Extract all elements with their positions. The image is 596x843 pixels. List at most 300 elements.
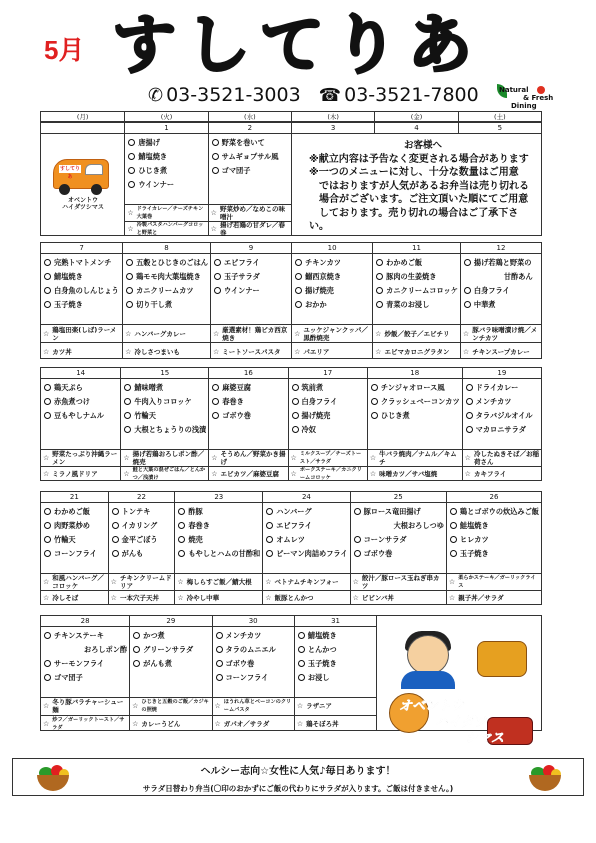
special-menu <box>295 697 376 715</box>
menu-item-label: 肉野菜炒め <box>54 521 90 530</box>
menu-item <box>450 519 539 533</box>
menu-item-label: ひじき煮 <box>138 166 168 175</box>
special-menu <box>41 324 122 342</box>
logo-line2: & Fresh <box>523 94 554 102</box>
day-number: 10 <box>292 243 372 254</box>
menu-item <box>216 657 292 671</box>
salad-circle-icon <box>214 259 221 266</box>
menu-item <box>212 395 285 409</box>
salad-circle-icon <box>178 550 185 557</box>
special-menu <box>373 324 460 342</box>
menu-item <box>371 395 460 409</box>
salad-circle-icon <box>371 384 378 391</box>
salad-circle-icon <box>44 273 51 280</box>
day-number: 23 <box>175 492 262 503</box>
menu-item <box>295 284 370 298</box>
special-menu-label: 揚げ若鶏の甘ダレ／春巻 <box>219 221 285 238</box>
star-icon: ☆ <box>125 329 132 338</box>
menu-item-label: 鯖塩焼き <box>54 272 83 281</box>
star-icon: ☆ <box>127 225 134 234</box>
special-menu-label: チキンスープカレー <box>472 347 530 356</box>
salad-circle-icon <box>298 660 305 667</box>
salad-circle-icon <box>128 167 135 174</box>
menu-item-label: カニクリームカツ <box>136 286 194 295</box>
van-caption: オベントウ ハイダツシマス <box>62 197 104 211</box>
menu-item-label: サーモンフライ <box>54 659 105 668</box>
delivery-van-illustration <box>51 155 113 211</box>
menu-item <box>298 657 374 671</box>
menu-item <box>466 381 539 395</box>
weekday-label: (金) <box>374 112 457 122</box>
bento-illustration: オベントウ ハイダツ シマス <box>377 631 542 749</box>
menu-item <box>44 533 106 547</box>
day-number: 22 <box>109 492 175 503</box>
special-menu <box>368 466 462 483</box>
salad-circle-icon <box>44 660 51 667</box>
special-menu-label: ラザニア <box>306 702 332 711</box>
menu-item <box>44 671 127 685</box>
week-row <box>40 491 542 605</box>
salad-circle-icon <box>376 301 383 308</box>
day-cell <box>124 123 207 235</box>
special-menu <box>123 324 210 342</box>
salad-circle-icon <box>292 412 299 419</box>
special-menu <box>125 204 207 221</box>
menu-item <box>466 423 539 437</box>
menu-item <box>124 395 206 409</box>
menu-item-label: マカロニサラダ <box>475 425 526 434</box>
special-menu <box>41 342 122 360</box>
menu-item-label: 完熟トマトメンチ <box>54 258 112 267</box>
salad-circle-icon <box>466 426 473 433</box>
menu-item-label: 春巻き <box>188 521 210 530</box>
weekday-label: (木) <box>291 112 374 122</box>
menu-item <box>464 270 539 284</box>
special-menu <box>209 449 287 466</box>
day-number: 15 <box>121 368 208 379</box>
menu-item-label: 大根とちょうりの浅漬 <box>134 425 207 434</box>
menu-item-label: ゴボウ巻 <box>363 549 393 558</box>
menu-item <box>295 298 370 312</box>
special-menu-label: 厳選素材！鶏ピカ西京焼き <box>222 325 288 342</box>
special-menu-label: ミートソースパスタ <box>222 347 281 356</box>
salad-circle-icon <box>450 522 457 529</box>
special-menu <box>175 573 262 590</box>
special-menu-label: 鮭と大葉の混ぜごはん／とんかつ／浅漬け <box>132 467 206 482</box>
star-icon: ☆ <box>123 453 130 462</box>
salad-circle-icon <box>212 153 219 160</box>
menu-item <box>466 395 539 409</box>
phone-icon: ✆ <box>148 84 164 106</box>
special-menu-label: 野菜炒め／なめこの味噌汁 <box>219 204 285 221</box>
star-icon: ☆ <box>212 347 220 356</box>
tomato-icon <box>537 86 545 94</box>
menu-item <box>464 256 539 270</box>
special-menu <box>175 590 262 607</box>
notice-line: しております。売り切れの場合はご了承下さい。 <box>309 207 519 232</box>
star-icon: ☆ <box>294 347 301 356</box>
phone-number: 03-3521-3003 <box>166 84 301 106</box>
star-icon: ☆ <box>375 347 382 356</box>
special-menu-label: カツ丼 <box>52 347 72 356</box>
notice-line: ではおりますが人気があるお弁当は売り切れる <box>309 180 529 192</box>
special-menu-label: 飯豚とんかつ <box>274 594 314 603</box>
special-menu-label: 冷製パスタハンバーグコロッと野菜と <box>136 222 204 237</box>
special-menu <box>41 449 120 466</box>
menu-item <box>112 505 173 519</box>
salad-circle-icon <box>292 384 299 391</box>
notice-heading: お客様へ <box>403 140 442 151</box>
star-icon: ☆ <box>212 329 220 338</box>
star-icon: ☆ <box>214 719 221 728</box>
menu-item-label: ウインナー <box>223 286 260 295</box>
day-cell <box>460 243 541 358</box>
menu-item-label: お浸し <box>307 673 330 682</box>
special-menu <box>123 342 210 360</box>
day-cell <box>120 368 208 480</box>
special-menu-label: ベトナムチキンフォー <box>274 577 339 586</box>
menu-item-label: 鰯西京焼き <box>305 272 342 281</box>
menu-item-label: 玉子焼き <box>54 300 83 309</box>
notice-line: ※献立内容は予告なく変更される場合があります <box>309 153 529 165</box>
menu-item-label: 揚げ焼売 <box>301 411 331 420</box>
month-label: 5月 <box>44 35 85 65</box>
special-menu <box>292 342 372 360</box>
menu-item-label: メンチカツ <box>225 631 262 640</box>
menu-item-label: サムギョプサル風 <box>221 152 279 161</box>
special-menu <box>463 449 541 466</box>
menu-item-label: エビフライ <box>276 521 312 530</box>
menu-item <box>266 547 347 561</box>
salad-circle-icon <box>295 273 302 280</box>
menu-item-label: カニクリームコロッケ <box>386 286 458 295</box>
menu-item <box>126 256 208 270</box>
week-row <box>40 367 542 481</box>
menu-item-label: 麻婆豆腐 <box>222 383 251 392</box>
salad-circle-icon <box>44 287 51 294</box>
menu-item <box>354 533 444 547</box>
logo-line3: Dining <box>511 102 537 110</box>
menu-item-label: 切り干し煮 <box>136 300 173 309</box>
day-number: 16 <box>209 368 287 379</box>
menu-item-label: 金平ごぼう <box>121 535 158 544</box>
menu-item-label: チキンステーキ <box>54 631 104 640</box>
day-number: 19 <box>463 368 541 379</box>
menu-item <box>376 298 458 312</box>
special-menu-label: ガパオ／サラダ <box>223 719 270 728</box>
salad-circle-icon <box>354 536 361 543</box>
menu-item-label: 唐揚げ <box>138 138 160 147</box>
star-icon: ☆ <box>448 577 456 586</box>
menu-item-label: ウインナー <box>138 180 175 189</box>
special-menu-label: 炒フ／ガーリックトースト／サラダ <box>52 716 125 731</box>
menu-calendar <box>40 111 542 731</box>
day-number: 28 <box>41 616 129 627</box>
menu-item <box>178 533 260 547</box>
special-menu-label: ミラノ風ドリア <box>52 470 98 479</box>
menu-item <box>212 136 289 150</box>
special-menu-label: 冬り豚バラチャーシュー麺 <box>52 698 124 715</box>
menu-item <box>464 298 539 312</box>
menu-item-label: 鮭塩焼き <box>459 521 489 530</box>
menu-item <box>178 505 260 519</box>
salad-circle-icon <box>371 412 378 419</box>
day-number: 7 <box>41 243 122 254</box>
special-menu <box>463 466 541 483</box>
menu-item-label: コーンフライ <box>225 673 269 682</box>
salad-circle-icon <box>133 632 140 639</box>
special-menu-label: 柔らかステーキ／ガーリックライス <box>458 574 536 589</box>
special-menu <box>209 466 287 483</box>
salad-circle-icon <box>133 660 140 667</box>
menu-item <box>292 423 365 437</box>
menu-item-label: 鯖味噌煮 <box>134 383 164 392</box>
menu-item-label: かつ煮 <box>143 631 165 640</box>
salad-circle-icon <box>292 426 299 433</box>
star-icon: ☆ <box>127 208 134 217</box>
menu-item <box>212 409 285 423</box>
star-icon: ☆ <box>214 702 221 711</box>
special-menu <box>41 573 108 590</box>
special-menu <box>461 342 541 360</box>
salad-notice <box>12 758 584 796</box>
menu-item <box>354 505 444 519</box>
salad-circle-icon <box>298 674 305 681</box>
menu-item-label: タラバジルオイル <box>475 411 533 420</box>
special-menu-label: 餃汁／豚ロース玉ねぎ串カツ <box>361 573 440 590</box>
menu-item-label: 豆もやしナムル <box>54 411 104 420</box>
menu-item <box>376 284 458 298</box>
menu-item <box>44 298 120 312</box>
salad-circle-icon <box>214 273 221 280</box>
menu-item-label: 鶏とゴボウの炊込みご飯 <box>459 507 539 516</box>
menu-item <box>298 671 374 685</box>
star-icon: ☆ <box>132 719 139 728</box>
day-number: 29 <box>130 616 211 627</box>
day-number: 5 <box>458 123 541 134</box>
star-icon: ☆ <box>296 719 304 728</box>
menu-item-label: わかめご飯 <box>54 507 90 516</box>
special-menu-label: ドライカレー／チーズチキン大葉巻 <box>136 205 204 220</box>
special-menu <box>292 324 372 342</box>
salad-circle-icon <box>354 508 361 515</box>
menu-item <box>214 256 289 270</box>
menu-item <box>354 547 444 561</box>
special-menu-label: パエリア <box>303 347 330 356</box>
salad-circle-icon <box>376 273 383 280</box>
menu-item-label: 玉子焼き <box>307 659 337 668</box>
van-sign: すしてりあ <box>59 166 80 180</box>
special-menu <box>41 697 129 715</box>
menu-item-label: クラッシュベーコンカツ <box>380 397 460 406</box>
special-menu <box>130 715 211 733</box>
menu-item-label: とんかつ <box>307 645 337 654</box>
weekday-label: (火) <box>124 112 207 122</box>
menu-item <box>354 519 444 533</box>
special-menu-label: 鶏そぼろ丼 <box>306 719 339 728</box>
day-cell <box>350 492 446 604</box>
menu-item <box>126 270 208 284</box>
logo-line1: Natural <box>499 86 529 94</box>
special-menu <box>351 573 446 590</box>
menu-item-label: ピーマン肉詰めフライ <box>276 549 348 558</box>
salad-circle-icon <box>214 287 221 294</box>
menu-item-label: 五穀とひじきのごはん <box>136 258 208 267</box>
week-row <box>40 122 542 236</box>
salad-circle-icon <box>44 301 51 308</box>
special-menu-label: ビビンバ丼 <box>361 594 394 603</box>
menu-item <box>371 381 460 395</box>
menu-item <box>133 643 209 657</box>
special-menu <box>41 590 108 607</box>
menu-item <box>376 270 458 284</box>
menu-item <box>178 547 260 561</box>
star-icon: ☆ <box>265 594 272 603</box>
fax-icon: ☎ <box>318 84 342 106</box>
star-icon: ☆ <box>462 347 470 356</box>
menu-item <box>292 381 365 395</box>
special-menu-label: 牛バラ焼肉／ナムル／キムチ <box>379 449 457 466</box>
special-menu <box>209 204 291 221</box>
salad-circle-icon <box>44 412 51 419</box>
menu-item <box>44 547 106 561</box>
special-menu-label: ポークステーキ／カニクリームコロッケ <box>299 467 362 482</box>
menu-item <box>112 533 173 547</box>
special-menu-label: ユッケジャンクッパ／黒酢焼売 <box>303 325 368 342</box>
special-menu-label: ミルクスープ／チーズトースト／サラダ <box>299 450 362 465</box>
menu-item-label: がんも <box>121 549 144 558</box>
salad-circle-icon <box>44 398 51 405</box>
salad-circle-icon <box>44 508 51 515</box>
menu-item-label: グリーンサラダ <box>143 645 194 654</box>
special-menu-label: エビカツ／麻婆豆腐 <box>220 470 279 479</box>
salad-circle-icon <box>212 139 219 146</box>
special-menu <box>447 590 541 607</box>
special-menu-label: そうめん／野菜かき揚げ <box>220 449 286 466</box>
menu-item <box>44 395 118 409</box>
special-menu <box>211 324 291 342</box>
salad-circle-icon <box>216 660 223 667</box>
special-menu <box>263 573 349 590</box>
day-cell <box>41 243 122 358</box>
menu-item <box>466 409 539 423</box>
menu-item-label: コーンフライ <box>54 549 97 558</box>
salad-circle-icon <box>128 153 135 160</box>
week-row <box>40 242 542 359</box>
special-menu <box>109 590 175 607</box>
special-menu <box>213 715 294 733</box>
menu-item-label: おろしポン酢 <box>84 645 128 654</box>
menu-item <box>112 547 173 561</box>
menu-item-label: ゴマ団子 <box>221 166 251 175</box>
star-icon: ☆ <box>211 453 218 462</box>
star-icon: ☆ <box>43 329 50 338</box>
contact-row <box>148 84 497 106</box>
star-icon: ☆ <box>43 577 50 586</box>
salad-circle-icon <box>44 522 51 529</box>
menu-item <box>266 519 347 533</box>
salad-circle-icon <box>112 536 119 543</box>
special-menu <box>121 466 208 483</box>
special-menu <box>289 466 367 483</box>
menu-item <box>124 423 206 437</box>
menu-item-label: メンチカツ <box>475 397 512 406</box>
special-menu-label: 味噌カツ／サバ塩焼 <box>379 470 438 479</box>
menu-item <box>44 629 127 643</box>
menu-item-label: 玉子焼き <box>459 549 489 558</box>
special-menu <box>295 715 376 733</box>
special-menu <box>263 590 349 607</box>
star-icon: ☆ <box>462 329 470 338</box>
menu-item-label: ハンバーグ <box>276 507 312 516</box>
salad-circle-icon <box>124 398 131 405</box>
salad-circle-icon <box>216 632 223 639</box>
special-menu-label: 鶏塩田楽(しば)ラーメン <box>52 325 117 342</box>
special-menu-label: ハンバーグカレー <box>134 329 186 338</box>
salad-circle-icon <box>44 674 51 681</box>
day-cell <box>41 368 120 480</box>
menu-item <box>44 270 120 284</box>
day-number: 18 <box>368 368 462 379</box>
menu-item-label: ヒレカツ <box>459 535 489 544</box>
menu-item-label: ゴマ団子 <box>54 673 83 682</box>
menu-item-label: 揚げ若鶏と野菜の <box>473 258 532 267</box>
menu-item <box>128 150 205 164</box>
menu-item <box>133 629 209 643</box>
star-icon: ☆ <box>290 453 297 462</box>
star-icon: ☆ <box>43 594 50 603</box>
salad-circle-icon <box>450 536 457 543</box>
salad-circle-icon <box>112 522 119 529</box>
star-icon: ☆ <box>448 594 456 603</box>
menu-item <box>44 284 120 298</box>
menu-item-label: トンテキ <box>121 507 151 516</box>
salad-circle-icon <box>298 646 305 653</box>
menu-item <box>178 519 260 533</box>
brand-logo <box>497 84 557 110</box>
star-icon: ☆ <box>464 470 471 479</box>
menu-item <box>44 256 120 270</box>
special-menu-label: 和風ハンバーグ／コロッケ <box>52 573 104 590</box>
salad-circle-icon <box>466 412 473 419</box>
salad-circle-icon <box>124 412 131 419</box>
star-icon: ☆ <box>132 702 139 711</box>
menu-item <box>112 519 173 533</box>
menu-item <box>128 136 205 150</box>
menu-item <box>464 284 539 298</box>
day-cell <box>41 492 108 604</box>
salad-circle-icon <box>112 550 119 557</box>
menu-item-label: エビフライ <box>223 258 260 267</box>
day-number: 3 <box>292 123 374 134</box>
salad-circle-icon <box>112 508 119 515</box>
menu-item <box>128 178 205 192</box>
menu-item-label: チキンカツ <box>305 258 341 267</box>
menu-item <box>124 381 206 395</box>
salad-circle-icon <box>354 550 361 557</box>
special-menu <box>211 342 291 360</box>
menu-item-label: オムレツ <box>276 535 305 544</box>
weekday-header <box>40 111 542 122</box>
salad-circle-icon <box>133 646 140 653</box>
day-number <box>377 616 458 627</box>
special-menu <box>41 466 120 483</box>
salad-circle-icon <box>298 632 305 639</box>
salad-circle-icon <box>295 259 302 266</box>
salad-circle-icon <box>212 412 219 419</box>
customer-notice <box>305 135 543 234</box>
star-icon: ☆ <box>369 470 377 479</box>
